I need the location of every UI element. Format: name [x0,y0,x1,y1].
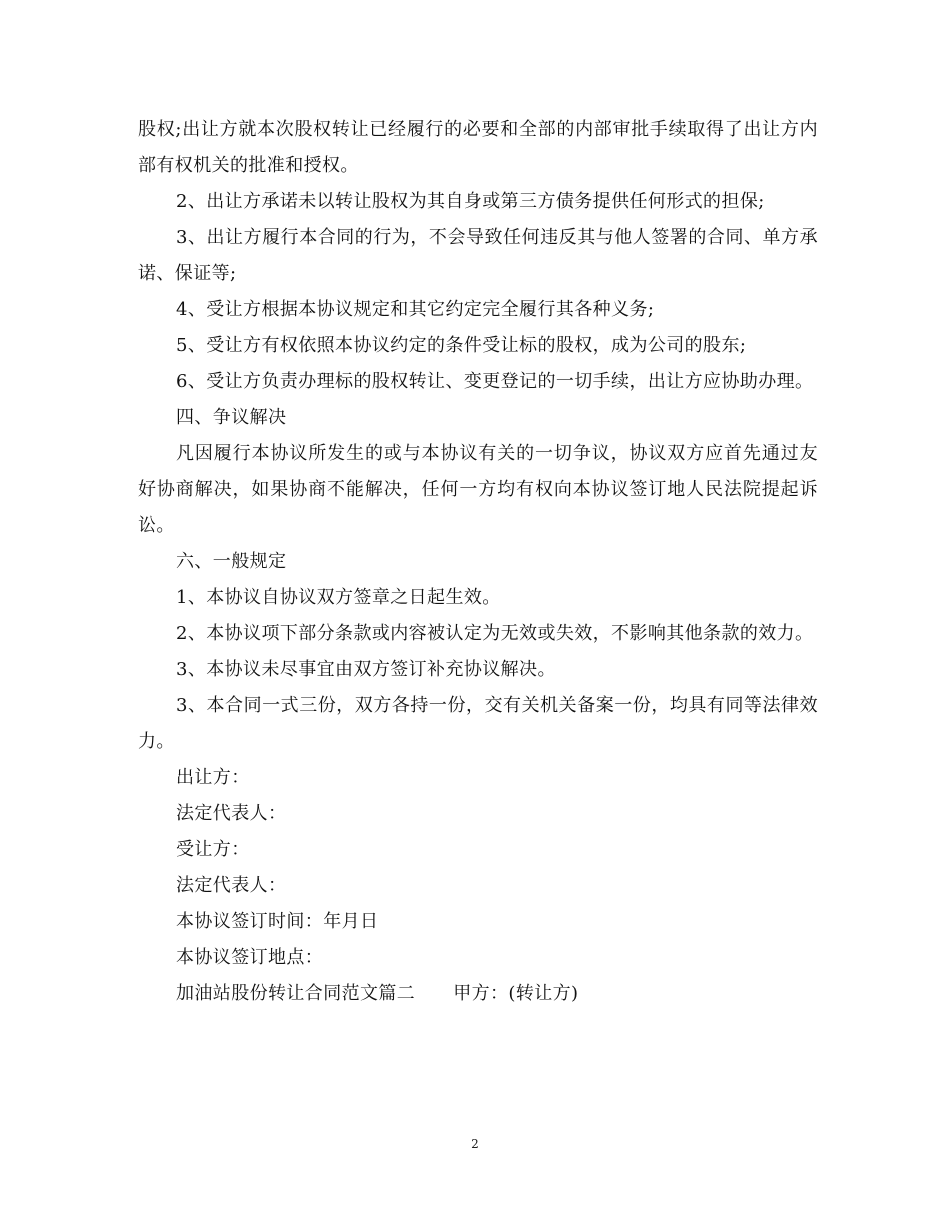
paragraph-general-2: 2、本协议项下部分条款或内容被认定为无效或失效，不影响其他条款的效力。 [176,623,814,644]
transferee-label: 受让方： [176,839,250,860]
paragraph-3: 3、出让方履行本合同的行为，不会导致任何违反其与他人签署的合同、单方承诺、保证等; [138,227,818,284]
paragraph-6: 6、受让方负责办理标的股权转让、变更登记的一切手续，出让方应协助办理。 [176,371,814,392]
transferee-rep-label: 法定代表人： [176,875,287,896]
section-heading-dispute: 四、争议解决 [176,407,287,428]
transferor-rep-label: 法定代表人： [176,803,287,824]
paragraph-4: 4、受让方根据本协议规定和其它约定完全履行其各种义务; [176,299,655,320]
sign-time-label: 本协议签订时间：年月日 [176,911,379,932]
paragraph-general-3: 3、本协议未尽事宜由双方签订补充协议解决。 [176,659,556,680]
sign-place-label: 本协议签订地点： [176,947,324,968]
section-heading-general: 六、一般规定 [176,551,287,572]
transferor-label: 出让方： [176,767,250,788]
document-body [138,112,818,1012]
next-section-line [176,976,818,1012]
party-a-label: 甲方：(转让方) [453,983,579,1004]
next-section-title: 加油站股份转让合同范文篇二 [176,983,416,1004]
paragraph-5: 5、受让方有权依照本协议约定的条件受让标的股权，成为公司的股东; [176,335,747,356]
page-number: 2 [471,1137,479,1151]
paragraph-1: 股权;出让方就本次股权转让已经履行的必要和全部的内部审批手续取得了出让方内部有权机关的批准和授权。 [138,119,818,176]
paragraph-2: 2、出让方承诺未以转让股权为其自身或第三方债务提供任何形式的担保; [176,191,765,212]
paragraph-general-4: 3、本合同一式三份，双方各持一份，交有关机关备案一份，均具有同等法律效力。 [138,695,818,752]
paragraph-dispute: 凡因履行本协议所发生的或与本协议有关的一切争议，协议双方应首先通过友好协商解决，如果协商不能解决，任何一方均有权向本协议签订地人民法院提起诉讼。 [138,443,818,536]
paragraph-general-1: 1、本协议自协议双方签章之日起生效。 [176,587,501,608]
